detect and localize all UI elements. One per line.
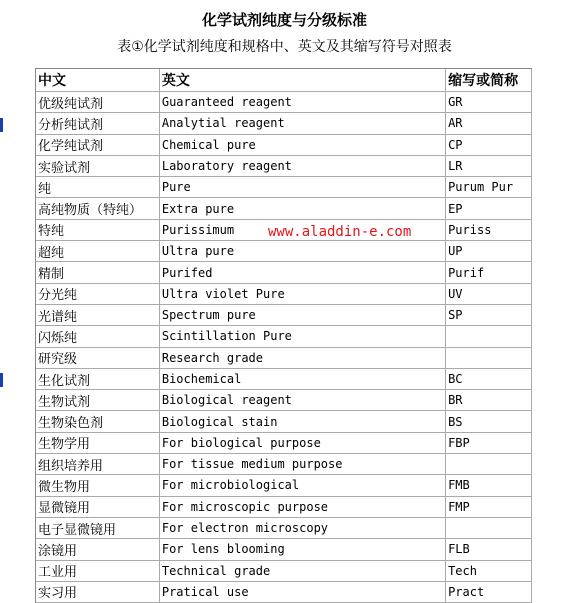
- cell-chinese: 组织培养用: [36, 454, 160, 475]
- cell-abbreviation: FBP: [446, 433, 532, 454]
- cell-chinese: 研究级: [36, 348, 160, 369]
- cell-abbreviation: FLB: [446, 539, 532, 560]
- cell-abbreviation: [446, 348, 532, 369]
- left-edge-marker: [0, 373, 3, 387]
- cell-chinese: 生物学用: [36, 433, 160, 454]
- cell-chinese: 实验试剂: [36, 156, 160, 177]
- header-chinese: 中文: [36, 69, 160, 92]
- cell-abbreviation: Tech: [446, 561, 532, 582]
- cell-chinese: 电子显微镜用: [36, 518, 160, 539]
- table-row: [36, 92, 532, 113]
- cell-english: Ultra violet Pure: [160, 284, 446, 305]
- cell-chinese: 生物染色剂: [36, 411, 160, 432]
- table-row: [36, 348, 532, 369]
- table-header-row: [36, 69, 532, 92]
- table-row: [36, 433, 532, 454]
- cell-english: Scintillation Pure: [160, 326, 446, 347]
- cell-abbreviation: BS: [446, 411, 532, 432]
- table-row: [36, 198, 532, 219]
- cell-chinese: 分析纯试剂: [36, 113, 160, 134]
- left-edge-marker: [0, 118, 3, 132]
- cell-abbreviation: UP: [446, 241, 532, 262]
- cell-english: Research grade: [160, 348, 446, 369]
- table-row: [36, 177, 532, 198]
- cell-english: For biological purpose: [160, 433, 446, 454]
- table-row: [36, 497, 532, 518]
- cell-english: Biological reagent: [160, 390, 446, 411]
- table-row: [36, 539, 532, 560]
- cell-english: Purissimum: [160, 220, 446, 241]
- cell-chinese: 优级纯试剂: [36, 92, 160, 113]
- cell-chinese: 闪烁纯: [36, 326, 160, 347]
- table-row: [36, 284, 532, 305]
- cell-chinese: 实习用: [36, 582, 160, 603]
- cell-chinese: 高纯物质（特纯）: [36, 198, 160, 219]
- cell-english: For lens blooming: [160, 539, 446, 560]
- reagent-grade-table: [35, 68, 532, 603]
- cell-chinese: 超纯: [36, 241, 160, 262]
- cell-abbreviation: [446, 454, 532, 475]
- table-row: [36, 113, 532, 134]
- cell-abbreviation: SP: [446, 305, 532, 326]
- cell-chinese: 生化试剂: [36, 369, 160, 390]
- cell-abbreviation: LR: [446, 156, 532, 177]
- cell-abbreviation: Puriss: [446, 220, 532, 241]
- cell-english: Technical grade: [160, 561, 446, 582]
- cell-abbreviation: BR: [446, 390, 532, 411]
- cell-abbreviation: Pract: [446, 582, 532, 603]
- cell-abbreviation: FMB: [446, 475, 532, 496]
- table-row: [36, 561, 532, 582]
- cell-abbreviation: UV: [446, 284, 532, 305]
- cell-english: Purifed: [160, 262, 446, 283]
- cell-chinese: 精制: [36, 262, 160, 283]
- cell-abbreviation: BC: [446, 369, 532, 390]
- cell-abbreviation: [446, 518, 532, 539]
- table-row: [36, 454, 532, 475]
- cell-english: Laboratory reagent: [160, 156, 446, 177]
- table-row: [36, 369, 532, 390]
- watermark-url: www.aladdin-e.com: [268, 224, 412, 240]
- cell-chinese: 生物试剂: [36, 390, 160, 411]
- cell-english: Extra pure: [160, 198, 446, 219]
- cell-abbreviation: FMP: [446, 497, 532, 518]
- cell-chinese: 纯: [36, 177, 160, 198]
- cell-abbreviation: EP: [446, 198, 532, 219]
- cell-english: Biological stain: [160, 411, 446, 432]
- cell-chinese: 涂镜用: [36, 539, 160, 560]
- table-row: [36, 518, 532, 539]
- table-row: [36, 135, 532, 156]
- cell-english: For microscopic purpose: [160, 497, 446, 518]
- cell-english: Chemical pure: [160, 135, 446, 156]
- cell-abbreviation: GR: [446, 92, 532, 113]
- table-row: [36, 241, 532, 262]
- cell-english: Spectrum pure: [160, 305, 446, 326]
- cell-english: Biochemical: [160, 369, 446, 390]
- table-row: [36, 262, 532, 283]
- cell-chinese: 工业用: [36, 561, 160, 582]
- cell-abbreviation: Purif: [446, 262, 532, 283]
- cell-english: Analytial reagent: [160, 113, 446, 134]
- cell-abbreviation: AR: [446, 113, 532, 134]
- cell-abbreviation: CP: [446, 135, 532, 156]
- cell-english: Pure: [160, 177, 446, 198]
- cell-english: For microbiological: [160, 475, 446, 496]
- cell-chinese: 特纯: [36, 220, 160, 241]
- cell-english: Pratical use: [160, 582, 446, 603]
- table-caption: 表①化学试剂纯度和规格中、英文及其缩写符号对照表: [117, 39, 452, 55]
- cell-abbreviation: [446, 326, 532, 347]
- cell-chinese: 微生物用: [36, 475, 160, 496]
- table-row: [36, 411, 532, 432]
- table-row: [36, 156, 532, 177]
- cell-english: Ultra pure: [160, 241, 446, 262]
- cell-english: Guaranteed reagent: [160, 92, 446, 113]
- cell-chinese: 分光纯: [36, 284, 160, 305]
- cell-english: For tissue medium purpose: [160, 454, 446, 475]
- table-row: [36, 305, 532, 326]
- cell-abbreviation: Purum Pur: [446, 177, 532, 198]
- table-row: [36, 326, 532, 347]
- table-row: [36, 475, 532, 496]
- cell-chinese: 光谱纯: [36, 305, 160, 326]
- page-title: 化学试剂纯度与分级标准: [201, 11, 367, 29]
- table-row: [36, 390, 532, 411]
- header-abbreviation: 缩写或简称: [446, 69, 532, 92]
- cell-chinese: 显微镜用: [36, 497, 160, 518]
- cell-chinese: 化学纯试剂: [36, 135, 160, 156]
- cell-english: For electron microscopy: [160, 518, 446, 539]
- header-english: 英文: [160, 69, 446, 92]
